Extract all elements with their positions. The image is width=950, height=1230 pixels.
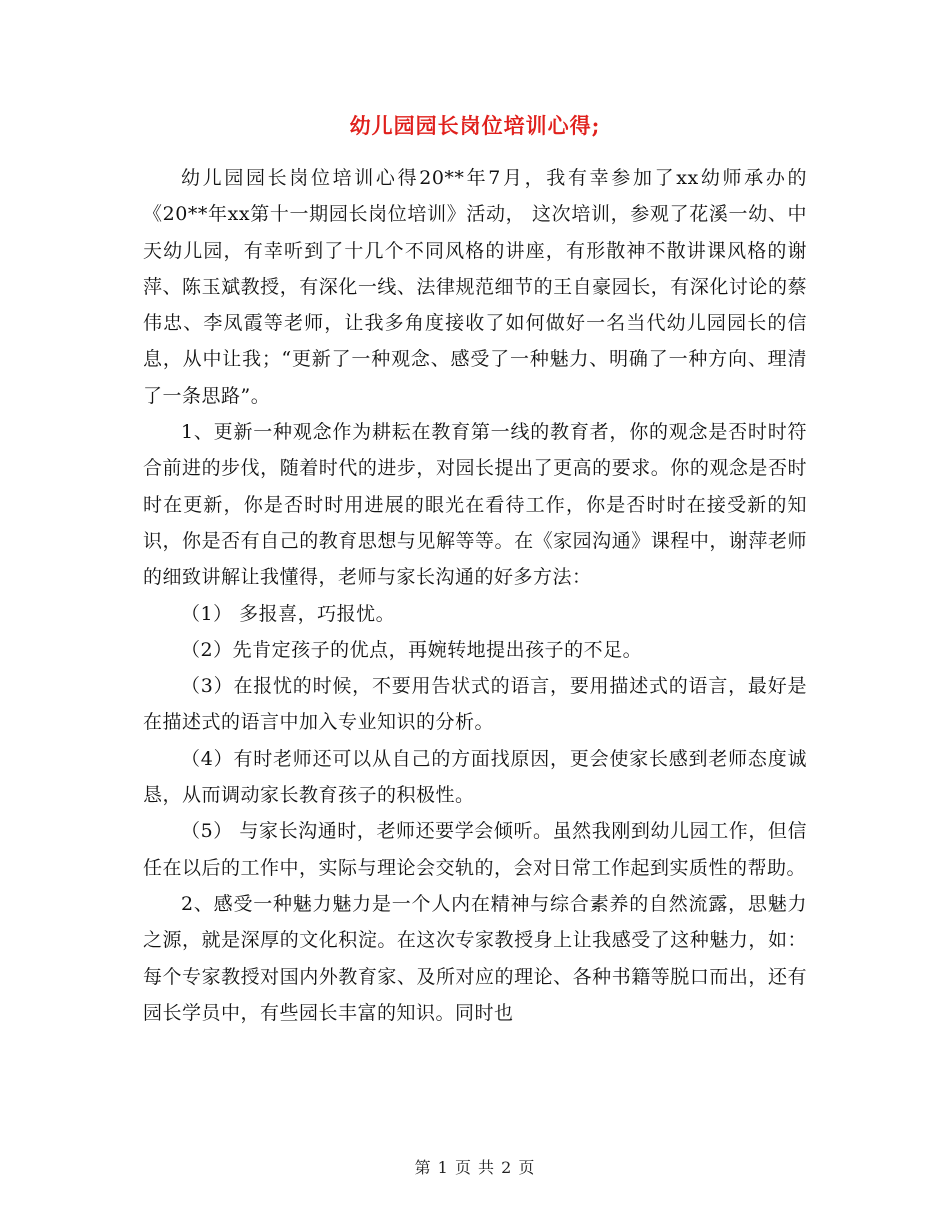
document-title: 幼儿园园长岗位培训心得; [349,113,601,138]
list-item-5: （5） 与家长沟通时，老师还要学会倾听。虽然我刚到幼儿园工作，但信任在以后的工作中，实际与理论会交轨的，会对日常工作起到实质性的帮助。 [143,820,807,879]
list-item-1: （1） 多报喜，巧报忧。 [181,602,396,625]
paragraph-intro: 幼儿园园长岗位培训心得20**年7月，我有幸参加了xx幼师承办的《20**年xx第十一期园长岗位培训》活动， 这次培训，参观了花溪一幼、中天幼儿园，有幸听到了十几个不同风格的讲座，有形散神不散讲课风格的谢萍、陈玉斌教授，有深化一线、法律规范细节的王自豪园长，有深化讨论的蔡伟忠、李凤霞等老师，让我多角度接收了如何做好一名当代幼儿园园长的信息，从中让我；“更新了一种观念、感受了一种魅力、明确了一种方向、理清了一条思路”。 [143,167,807,407]
list-item-3: （3）在报忧的时候，不要用告状式的语言，要用描述式的语言，最好是在描述式的语言中加入专业知识的分析。 [143,675,807,734]
paragraph-section-2: 2、感受一种魅力魅力是一个人内在精神与综合素养的自然流露，思魅力之源，就是深厚的文化积淀。在这次专家教授身上让我感受了这种魅力，如：每个专家教授对国内外教育家、及所对应的理论、各种书籍等脱口而出，还有园长学员中，有些园长丰富的知识。同时也 [143,892,807,1024]
document-body [143,160,807,1031]
list-item-2: （2）先肯定孩子的优点，再婉转地提出孩子的不足。 [181,638,643,661]
list-item-4: （4）有时老师还可以从自己的方面找原因，更会使家长感到老师态度诚恳，从而调动家长教育孩子的积极性。 [143,747,807,807]
paragraph-section-1: 1、更新一种观念作为耕耘在教育第一线的教育者，你的观念是否时时符合前进的步伐，随着时代的进步，对园长提出了更高的要求。你的观念是否时时在更新，你是否时时用进展的眼光在看待工作，你是否时时在接受新的知识，你是否有自己的教育思想与见解等等。在《家园沟通》课程中，谢萍老师的细致讲解让我懂得，老师与家长沟通的好多方法： [143,421,807,589]
page-footer: 第 1 页 共 2 页 [414,1158,536,1177]
